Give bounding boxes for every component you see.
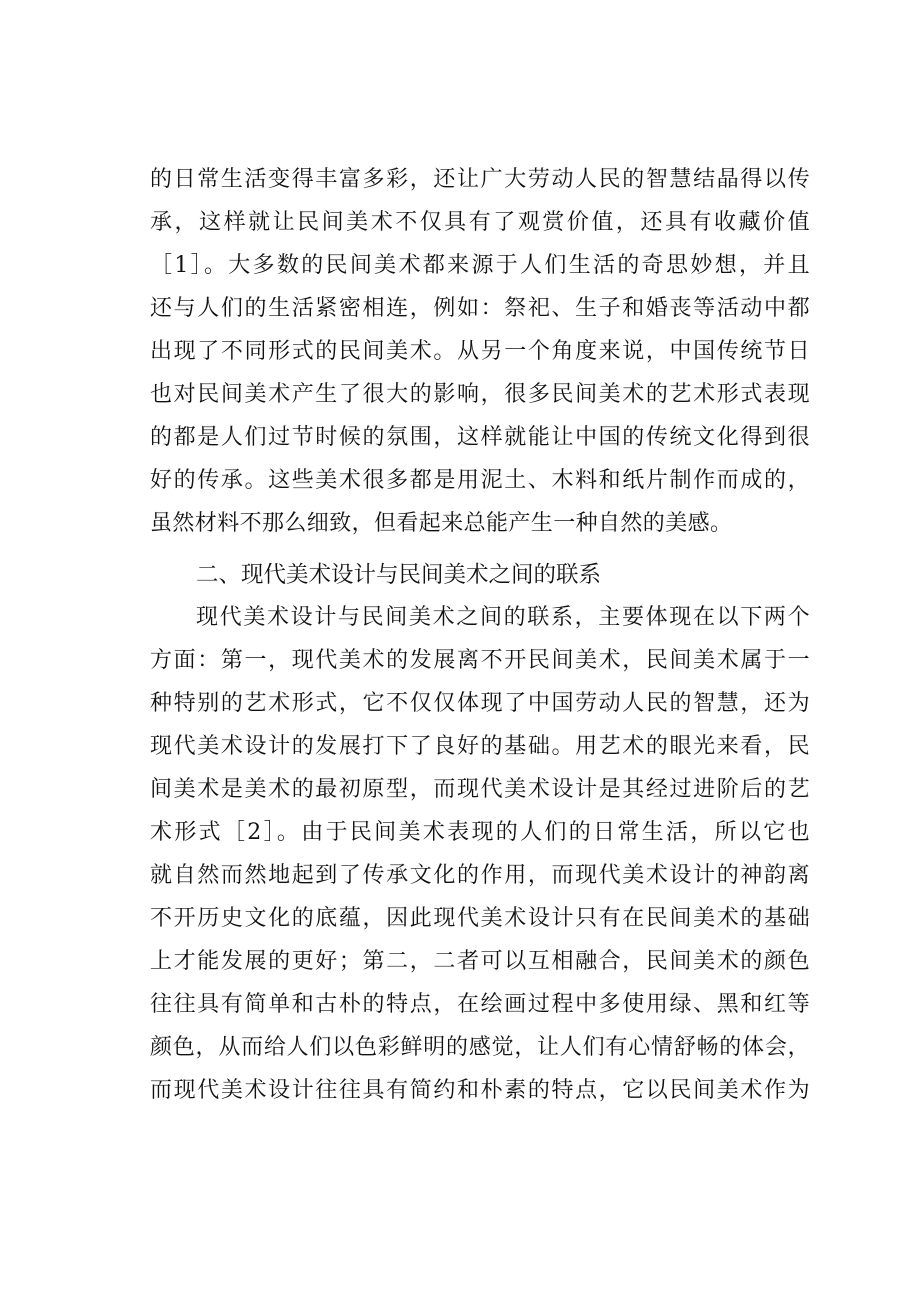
paragraph-1-line: 承，这样就让民间美术不仅具有了观赏价值，还具有收藏价值 [150, 210, 810, 235]
paragraph-2-line: 间美术是美术的最初原型，而现代美术设计是其经过进阶后的艺 [150, 777, 810, 802]
paragraph-2-line: 就自然而然地起到了传承文化的作用，而现代美术设计的神韵离 [150, 863, 810, 888]
section-heading: 二、现代美术设计与民间美术之间的联系 [196, 562, 602, 588]
paragraph-1-line: 还与人们的生活紧密相连，例如：祭祀、生子和婚丧等活动中都 [150, 296, 810, 321]
paragraph-2-line: 现代美术设计的发展打下了良好的基础。用艺术的眼光来看，民 [150, 734, 810, 759]
paragraph-2-line: 上才能发展的更好；第二，二者可以互相融合，民间美术的颜色 [150, 949, 810, 974]
paragraph-2-line: 而现代美术设计往往具有简约和朴素的特点，它以民间美术作为 [150, 1078, 810, 1103]
paragraph-1-line: 好的传承。这些美术很多都是用泥土、木料和纸片制作而成的， [150, 468, 810, 493]
paragraph-1-line: 出现了不同形式的民间美术。从另一个角度来说，中国传统节日 [150, 339, 810, 364]
paragraph-2-line: 种特别的艺术形式，它不仅仅体现了中国劳动人民的智慧，还为 [150, 691, 810, 716]
paragraph-1-line: 也对民间美术产生了很大的影响，很多民间美术的艺术形式表现 [150, 382, 810, 407]
paragraph-2-line: 颜色，从而给人们以色彩鲜明的感觉，让人们有心情舒畅的体会， [150, 1035, 810, 1060]
paragraph-2-line: 方面：第一，现代美术的发展离不开民间美术，民间美术属于一 [150, 648, 810, 673]
paragraph-1-line: 虽然材料不那么细致，但看起来总能产生一种自然的美感。 [150, 511, 733, 536]
paragraph-1-line: 的日常生活变得丰富多彩，还让广大劳动人民的智慧结晶得以传 [150, 167, 810, 192]
paragraph-2-line: 不开历史文化的底蕴，因此现代美术设计只有在民间美术的基础 [150, 906, 810, 931]
paragraph-2-line: 往往具有简单和古朴的特点，在绘画过程中多使用绿、黑和红等 [150, 992, 810, 1017]
paragraph-1-line: 的都是人们过节时候的氛围，这样就能让中国的传统文化得到很 [150, 425, 810, 450]
paragraph-2-line: 现代美术设计与民间美术之间的联系，主要体现在以下两个 [196, 605, 810, 630]
paragraph-1-line: ［1］。大多数的民间美术都来源于人们生活的奇思妙想，并且 [150, 253, 810, 278]
paragraph-2-line: 术形式［2］。由于民间美术表现的人们的日常生活，所以它也 [150, 820, 810, 845]
